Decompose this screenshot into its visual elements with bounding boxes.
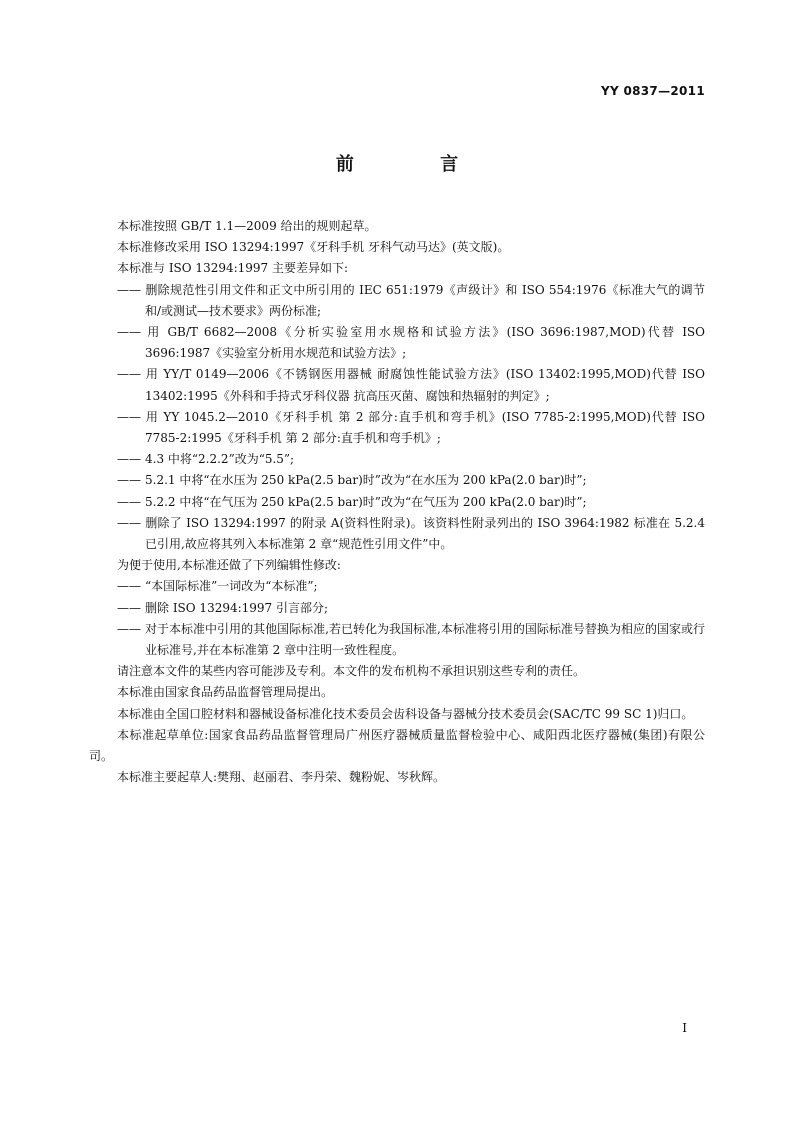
paragraph-technical-committee: 本标准由全国口腔材料和器械设备标准化技术委员会齿科设备与器械分技术委员会(SAC/TC 99 SC 1)归口。 xyxy=(117,706,694,721)
dash-mark: —— xyxy=(117,367,141,382)
list-item: —— “本国际标准”一词改为“本标准”; xyxy=(89,576,705,597)
dash-mark: —— xyxy=(117,325,141,340)
paragraph-drafters: 本标准主要起草人:樊翔、赵丽君、李丹荣、魏粉妮、岑秋辉。 xyxy=(117,770,446,785)
list-item: —— 对于本标准中引用的其他国际标准,若已转化为我国标准,本标准将引用的国际标准号替换为相应的国家或行业标准号,并在本标准第 2 章中注明一致性程度。 xyxy=(89,619,705,661)
foreword-body xyxy=(89,216,705,788)
page-title: 前 言 xyxy=(335,154,499,175)
dash-mark: —— xyxy=(117,409,141,424)
dash-mark: —— xyxy=(117,621,141,636)
paragraph-patent-notice: 请注意本文件的某些内容可能涉及专利。本文件的发布机构不承担识别这些专利的责任。 xyxy=(117,664,586,679)
paragraph-editorial-intro: 为便于使用,本标准还做了下列编辑性修改: xyxy=(117,558,341,573)
list-item: —— 用 YY/T 0149—2006《不锈钢医用器械 耐腐蚀性能试验方法》(ISO 13402:1995,MOD)代替 ISO 13402:1995《外科和手持式牙科仪器 抗高压灭菌、腐蚀和热辐射的判定》; xyxy=(89,364,705,406)
list-item: —— 5.2.2 中将“在气压为 250 kPa(2.5 bar)时”改为“在气压为 200 kPa(2.0 bar)时”; xyxy=(89,492,705,513)
list-item: —— 删除 ISO 13294:1997 引言部分; xyxy=(89,598,705,619)
paragraph-differences-intro: 本标准与 ISO 13294:1997 主要差异如下: xyxy=(117,261,349,276)
dash-mark: —— xyxy=(117,282,141,297)
dash-mark: —— xyxy=(117,473,141,488)
list-item: —— 用 YY 1045.2—2010《牙科手机 第 2 部分:直手机和弯手机》(ISO 7785-2:1995,MOD)代替 ISO 7785-2:1995《牙科手机 第 2 部分:直手机和弯手机》; xyxy=(89,407,705,449)
dash-mark: —— xyxy=(117,494,141,509)
dash-mark: —— xyxy=(117,515,141,530)
dash-mark: —— xyxy=(117,600,141,615)
list-item: —— 用 GB/T 6682—2008《分析实验室用水规格和试验方法》(ISO 3696:1987,MOD)代替 ISO 3696:1987《实验室分析用水规范和试验方法》; xyxy=(89,322,705,364)
paragraph-proposer: 本标准由国家食品药品监督管理局提出。 xyxy=(117,685,334,700)
standard-number: YY 0837—2011 xyxy=(601,84,705,98)
list-item: —— 5.2.1 中将“在水压为 250 kPa(2.5 bar)时”改为“在水压为 200 kPa(2.0 bar)时”; xyxy=(89,470,705,491)
paragraph-drafting-rules: 本标准按照 GB/T 1.1—2009 给出的规则起草。 xyxy=(117,219,377,233)
page-number: I xyxy=(682,1021,687,1035)
dash-mark: —— xyxy=(117,579,141,594)
paragraph-drafting-units: 本标准起草单位:国家食品药品监督管理局广州医疗器械质量监督检验中心、咸阳西北医疗器械(集团)有限公司。 xyxy=(89,727,705,764)
dash-mark: —— xyxy=(117,452,141,467)
list-item: —— 4.3 中将“2.2.2”改为“5.5”; xyxy=(89,449,705,470)
list-item: —— 删除了 ISO 13294:1997 的附录 A(资料性附录)。该资料性附录列出的 ISO 3964:1982 标准在 5.2.4 已引用,故应将其列入本标准第 2 章“规范性引用文件”中。 xyxy=(89,513,705,555)
paragraph-adoption: 本标准修改采用 ISO 13294:1997《牙科手机 牙科气动马达》(英文版)。 xyxy=(117,240,510,255)
list-item: —— 删除规范性引用文件和正文中所引用的 IEC 651:1979《声级计》和 ISO 554:1976《标准大气的调节和/或测试—技术要求》两份标准; xyxy=(89,280,705,322)
